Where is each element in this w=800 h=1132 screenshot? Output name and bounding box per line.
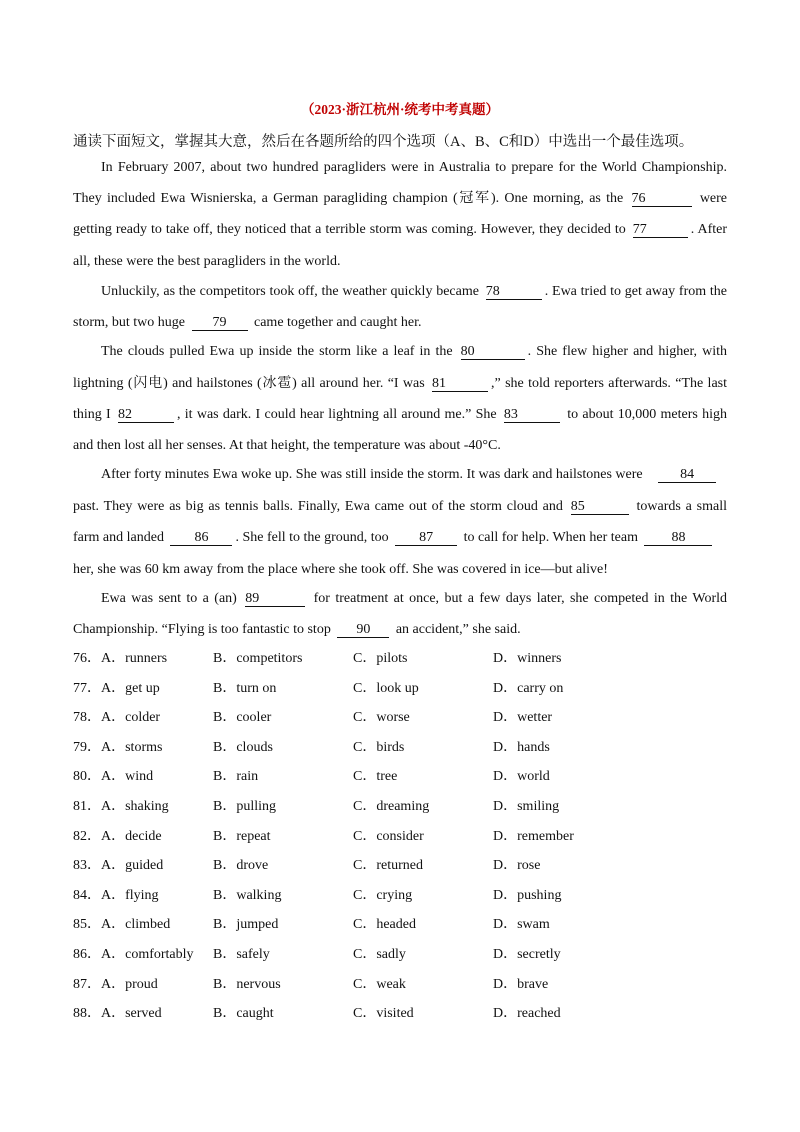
question-number: 80． xyxy=(73,769,101,784)
blank-88: 88 xyxy=(644,530,712,546)
option-c[interactable]: C．returned xyxy=(353,858,423,873)
option-c[interactable]: C．birds xyxy=(353,740,405,755)
question-number: 84． xyxy=(73,888,101,903)
passage-line: getting ready to take off, they noticed that a terrible storm was coming. However, they decided to 77 . After xyxy=(73,222,728,237)
question-number: 78． xyxy=(73,710,101,725)
option-a[interactable]: A．climbed xyxy=(101,917,171,932)
option-a[interactable]: A．get up xyxy=(101,681,160,696)
option-d[interactable]: D．hands xyxy=(493,740,550,755)
blank-89: 89 xyxy=(245,591,305,607)
question-row xyxy=(73,915,753,935)
question-number: 76． xyxy=(73,651,101,666)
question-row xyxy=(73,649,753,669)
option-c[interactable]: C．consider xyxy=(353,829,424,844)
option-d[interactable]: D．reached xyxy=(493,1006,561,1021)
question-row xyxy=(73,975,753,995)
question-row xyxy=(73,738,753,758)
option-d[interactable]: D．wetter xyxy=(493,710,553,725)
option-c[interactable]: C．weak xyxy=(353,977,406,992)
blank-79: 79 xyxy=(192,315,248,331)
passage-line: her, she was 60 km away from the place where she took off. She was covered in ice—but alive! xyxy=(73,562,608,577)
option-a[interactable]: A．decide xyxy=(101,829,162,844)
option-c[interactable]: C．visited xyxy=(353,1006,414,1021)
question-number: 81． xyxy=(73,799,101,814)
passage-line: and then lost all her senses. At that height, the temperature was about -40°C. xyxy=(73,438,501,453)
option-b[interactable]: B．competitors xyxy=(213,651,303,666)
blank-76: 76 xyxy=(632,191,692,207)
option-d[interactable]: D．carry on xyxy=(493,681,564,696)
question-number: 77． xyxy=(73,681,101,696)
option-d[interactable]: D．winners xyxy=(493,651,562,666)
passage-line: past. They were as big as tennis balls. Finally, Ewa came out of the storm cloud and 85 towards a small xyxy=(73,499,728,514)
blank-80: 80 xyxy=(461,344,525,360)
option-b[interactable]: B．cooler xyxy=(213,710,272,725)
question-row xyxy=(73,797,753,817)
source-title: （2023·浙江杭州·统考中考真题） xyxy=(300,102,499,117)
passage-line: After forty minutes Ewa woke up. She was still inside the storm. It was dark and hailstones were 84 xyxy=(101,465,719,485)
question-number: 82． xyxy=(73,829,101,844)
option-b[interactable]: B．rain xyxy=(213,769,259,784)
option-b[interactable]: B．drove xyxy=(213,858,269,873)
option-a[interactable]: A．colder xyxy=(101,710,161,725)
option-d[interactable]: D．remember xyxy=(493,829,574,844)
option-d[interactable]: D．world xyxy=(493,769,550,784)
option-a[interactable]: A．wind xyxy=(101,769,154,784)
option-c[interactable]: C．pilots xyxy=(353,651,408,666)
option-b[interactable]: B．repeat xyxy=(213,829,271,844)
blank-85: 85 xyxy=(571,499,629,515)
passage-line: Unluckily, as the competitors took off, the weather quickly became 78 . Ewa tried to get away from the xyxy=(101,284,728,299)
passage-line: all, these were the best paragliders in the world. xyxy=(73,254,341,269)
option-a[interactable]: A．shaking xyxy=(101,799,169,814)
option-c[interactable]: C．sadly xyxy=(353,947,406,962)
option-d[interactable]: D．brave xyxy=(493,977,549,992)
blank-83: 83 xyxy=(504,407,560,423)
option-b[interactable]: B．clouds xyxy=(213,740,273,755)
option-b[interactable]: B．jumped xyxy=(213,917,279,932)
blank-90: 90 xyxy=(337,622,389,638)
option-d[interactable]: D．swam xyxy=(493,917,550,932)
passage-line: lightning (闪电) and hailstones (冰雹) all around her. “I was 81 ,” she told reporters afterwards. “The last xyxy=(73,376,727,391)
passage-line: Ewa was sent to a (an) 89 for treatment at once, but a few days later, she competed in the World xyxy=(101,591,728,606)
option-c[interactable]: C．tree xyxy=(353,769,398,784)
passage-line: The clouds pulled Ewa up inside the storm like a leaf in the 80 . She flew higher and higher, with xyxy=(101,344,728,359)
passage-line: storm, but two huge 79 came together and caught her. xyxy=(73,315,422,330)
blank-82: 82 xyxy=(118,407,174,423)
option-a[interactable]: A．proud xyxy=(101,977,158,992)
question-number: 85． xyxy=(73,917,101,932)
option-c[interactable]: C．dreaming xyxy=(353,799,430,814)
question-number: 87． xyxy=(73,977,101,992)
passage-line: Championship. “Flying is too fantastic to stop 90 an accident,” she said. xyxy=(73,622,521,637)
option-a[interactable]: A．storms xyxy=(101,740,163,755)
option-d[interactable]: D．smiling xyxy=(493,799,560,814)
option-c[interactable]: C．headed xyxy=(353,917,416,932)
option-d[interactable]: D．secretly xyxy=(493,947,561,962)
option-c[interactable]: C．look up xyxy=(353,681,419,696)
passage-line: thing I 82 , it was dark. I could hear lightning all around me.” She 83 to about 10,000 meters high xyxy=(73,407,728,422)
question-row xyxy=(73,679,753,699)
option-a[interactable]: A．runners xyxy=(101,651,168,666)
instruction-text: 通读下面短文，掌握其大意，然后在各题所给的四个选项（A、B、C和D）中选出一个最佳选项。 xyxy=(73,134,694,150)
option-a[interactable]: A．comfortably xyxy=(101,947,194,962)
option-a[interactable]: A．flying xyxy=(101,888,159,903)
blank-86: 86 xyxy=(170,530,232,546)
option-d[interactable]: D．pushing xyxy=(493,888,562,903)
blank-77: 77 xyxy=(633,222,688,238)
question-row xyxy=(73,856,753,876)
blank-78: 78 xyxy=(486,284,542,300)
option-b[interactable]: B．safely xyxy=(213,947,270,962)
option-b[interactable]: B．turn on xyxy=(213,681,277,696)
question-number: 86． xyxy=(73,947,101,962)
option-b[interactable]: B．caught xyxy=(213,1006,274,1021)
question-number: 83． xyxy=(73,858,101,873)
question-row xyxy=(73,708,753,728)
question-row xyxy=(73,827,753,847)
blank-87: 87 xyxy=(395,530,457,546)
question-row xyxy=(73,767,753,787)
option-a[interactable]: A．guided xyxy=(101,858,164,873)
blank-81: 81 xyxy=(432,376,488,392)
option-b[interactable]: B．pulling xyxy=(213,799,277,814)
option-b[interactable]: B．walking xyxy=(213,888,282,903)
option-c[interactable]: C．crying xyxy=(353,888,413,903)
question-number: 79． xyxy=(73,740,101,755)
question-row xyxy=(73,886,753,906)
passage-line: In February 2007, about two hundred paragliders were in Australia to prepare for the World Championship. xyxy=(101,160,727,175)
passage-line: farm and landed 86 . She fell to the ground, too 87 to call for help. When her team 88 xyxy=(73,528,715,548)
question-row xyxy=(73,1004,753,1024)
passage-line: They included Ewa Wisnierska, a German paragliding champion (冠军). One morning, as the 76 were xyxy=(73,191,728,206)
question-row xyxy=(73,945,753,965)
option-d[interactable]: D．rose xyxy=(493,858,541,873)
option-a[interactable]: A．served xyxy=(101,1006,162,1021)
blank-84: 84 xyxy=(658,467,716,483)
option-c[interactable]: C．worse xyxy=(353,710,410,725)
option-b[interactable]: B．nervous xyxy=(213,977,281,992)
question-number: 88． xyxy=(73,1006,101,1021)
